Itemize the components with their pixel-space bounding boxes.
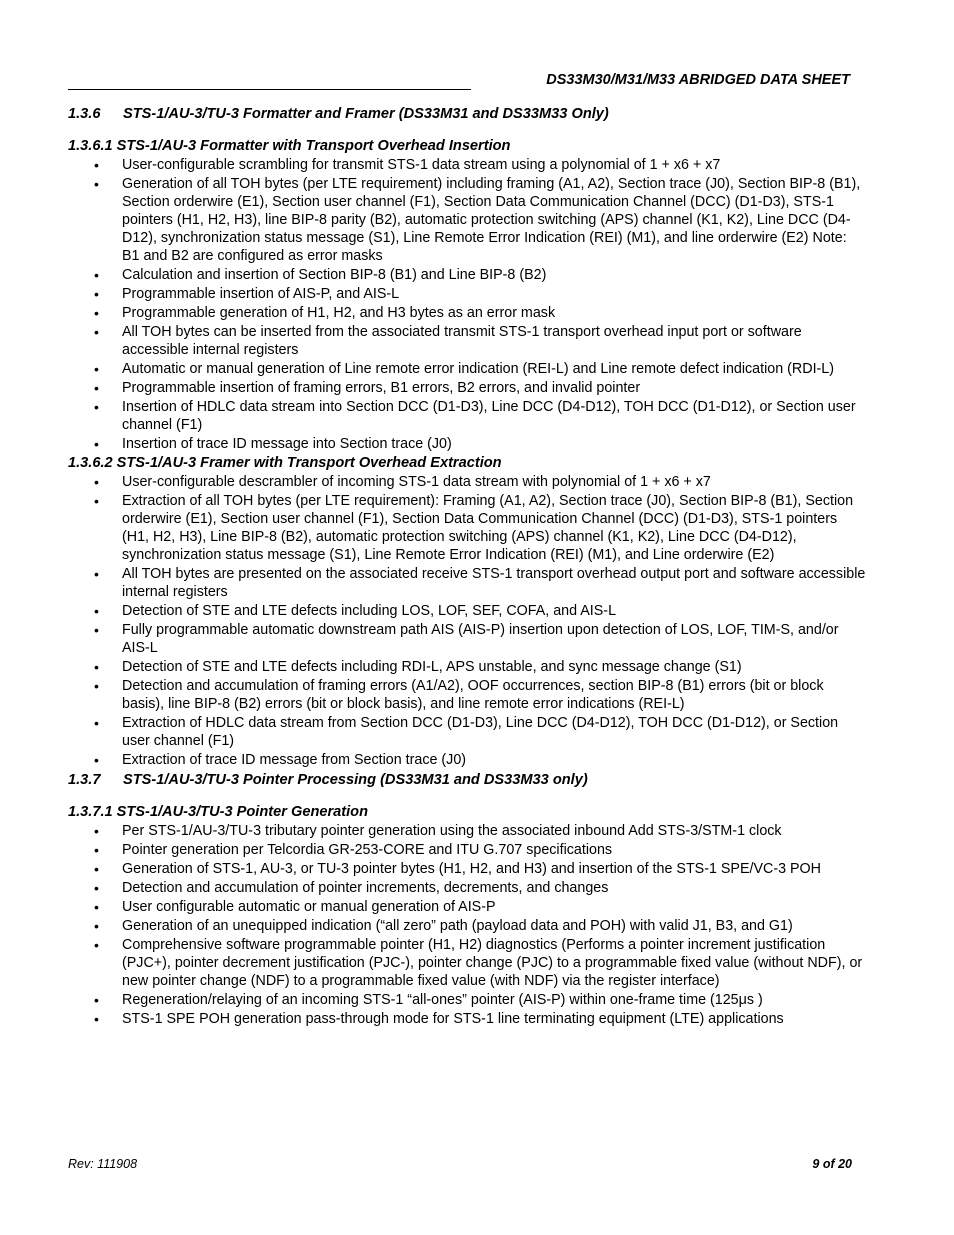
header-rule bbox=[68, 89, 471, 90]
list-item: • Detection of STE and LTE defects including RDI-L, APS unstable, and sync message change (S1) bbox=[68, 658, 868, 676]
section-number: 1.3.6 bbox=[68, 106, 101, 122]
list-item: • All TOH bytes are presented on the associated receive STS-1 transport overhead output port and software accessible internal registers bbox=[68, 565, 868, 601]
section-heading bbox=[68, 104, 868, 124]
section-heading bbox=[68, 770, 868, 790]
list-item: • User configurable automatic or manual generation of AIS-P bbox=[68, 898, 868, 916]
list-item: • User-configurable descrambler of incoming STS-1 data stream with polynomial of 1 + x6 + x7 bbox=[68, 473, 868, 491]
list-item: • Extraction of trace ID message from Section trace (J0) bbox=[68, 751, 868, 769]
list-item: • Calculation and insertion of Section BIP-8 (B1) and Line BIP-8 (B2) bbox=[68, 266, 868, 284]
list-item: • Extraction of all TOH bytes (per LTE requirement): Framing (A1, A2), Section trace (J0), Section BIP-8 (B1), Section orderwire (E1), Section user channel (F1), Section Data Communication Channel (DCC) (D1-D3), STS-1 pointers (H1, H2, H3), Line BIP-8 (B2), automatic protection switching (APS) channel (K1, K2), Line DCC (D4-D12), synchronization status message (S1), Line Remote Error Indication (REI) (M1), and Line orderwire (E2) bbox=[68, 492, 868, 564]
list-item: • All TOH bytes can be inserted from the associated transmit STS-1 transport overhead input port or software accessible internal registers bbox=[68, 323, 868, 359]
list-item: • STS-1 SPE POH generation pass-through mode for STS-1 line terminating equipment (LTE) applications bbox=[68, 1010, 868, 1028]
subsection-number: 1.3.6.2 bbox=[68, 455, 113, 471]
list-item: • Pointer generation per Telcordia GR-253-CORE and ITU G.707 specifications bbox=[68, 841, 868, 859]
subsection-title: STS-1/AU-3/TU-3 Pointer Generation bbox=[116, 804, 369, 820]
list-item: • Detection and accumulation of framing errors (A1/A2), OOF occurrences, section BIP-8 (B1) errors (bit or block basis), line BIP-8 (B2) errors (bit or block basis), and line remote error indications (REI-L) bbox=[68, 677, 868, 713]
document-title: DS33M30/M31/M33 ABRIDGED DATA SHEET bbox=[546, 72, 850, 88]
list-item: • Insertion of trace ID message into Section trace (J0) bbox=[68, 435, 868, 453]
subsection-number: 1.3.7.1 bbox=[68, 804, 113, 820]
bullet-list-formatter bbox=[68, 156, 868, 453]
page-header bbox=[68, 70, 852, 90]
list-item: • Extraction of HDLC data stream from Section DCC (D1-D3), Line DCC (D4-D12), TOH DCC (D1-D12), or Section user channel (F1) bbox=[68, 714, 868, 750]
subsection-number: 1.3.6.1 bbox=[68, 138, 113, 154]
page-number: 9 of 20 bbox=[812, 1157, 852, 1171]
list-item: • Detection and accumulation of pointer increments, decrements, and changes bbox=[68, 879, 868, 897]
section-number: 1.3.7 bbox=[68, 772, 101, 788]
subsection-title: STS-1/AU-3 Formatter with Transport Overhead Insertion bbox=[116, 138, 511, 154]
list-item: • Fully programmable automatic downstream path AIS (AIS-P) insertion upon detection of LOS, LOF, TIM-S, and/or AIS-L bbox=[68, 621, 868, 657]
list-item: • Automatic or manual generation of Line remote error indication (REI-L) and Line remote defect indication (RDI-L) bbox=[68, 360, 868, 378]
list-item: • User-configurable scrambling for transmit STS-1 data stream using a polynomial of 1 + x6 + x7 bbox=[68, 156, 868, 174]
list-item: • Per STS-1/AU-3/TU-3 tributary pointer generation using the associated inbound Add STS-3/STM-1 clock bbox=[68, 822, 868, 840]
bullet-list-framer bbox=[68, 473, 868, 769]
list-item: • Detection of STE and LTE defects including LOS, LOF, SEF, COFA, and AIS-L bbox=[68, 602, 868, 620]
page-content bbox=[68, 104, 868, 1029]
list-item: • Insertion of HDLC data stream into Section DCC (D1-D3), Line DCC (D4-D12), TOH DCC (D1-D12), or Section user channel (F1) bbox=[68, 398, 868, 434]
subsection-heading bbox=[68, 137, 868, 156]
section-title: STS-1/AU-3/TU-3 Formatter and Framer (DS33M31 and DS33M33 Only) bbox=[123, 106, 609, 122]
list-item: • Generation of all TOH bytes (per LTE requirement) including framing (A1, A2), Section trace (J0), Section BIP-8 (B1), Section orderwire (E1), Section user channel (F1), Section Data Communication Channel (DCC) (D1-D3), STS-1 pointers (H1, H2, H3), line BIP-8 parity (B2), automatic protection switching (APS) channel (K1, K2), Line DCC (D4-D12), synchronization status message (S1), Line Remote Error Indication (REI) (M1), and line orderwire (E2) Note: B1 and B2 are configured as error masks bbox=[68, 175, 868, 265]
list-item: • Programmable insertion of framing errors, B1 errors, B2 errors, and invalid pointer bbox=[68, 379, 868, 397]
list-item: • Regeneration/relaying of an incoming STS-1 “all-ones” pointer (AIS-P) within one-frame time (125μs ) bbox=[68, 991, 868, 1009]
subsection-heading bbox=[68, 454, 868, 473]
section-title: STS-1/AU-3/TU-3 Pointer Processing (DS33M31 and DS33M33 only) bbox=[123, 772, 588, 788]
list-item: • Programmable insertion of AIS-P, and AIS-L bbox=[68, 285, 868, 303]
list-item: • Generation of an unequipped indication (“all zero” path (payload data and POH) with valid J1, B3, and G1) bbox=[68, 917, 868, 935]
list-item: • Comprehensive software programmable pointer (H1, H2) diagnostics (Performs a pointer increment justification (PJC+), pointer decrement justification (PJC-), pointer change (PJC) to a programmable fixed value (without NDF), or new pointer change (NDF) to a programmable fixed value (with NDF) via the register interface) bbox=[68, 936, 868, 990]
subsection-title: STS-1/AU-3 Framer with Transport Overhead Extraction bbox=[116, 455, 502, 471]
list-item: • Programmable generation of H1, H2, and H3 bytes as an error mask bbox=[68, 304, 868, 322]
list-item: • Generation of STS-1, AU-3, or TU-3 pointer bytes (H1, H2, and H3) and insertion of the STS-1 SPE/VC-3 POH bbox=[68, 860, 868, 878]
revision-label: Rev: 111908 bbox=[68, 1157, 138, 1171]
bullet-list-pointer-generation bbox=[68, 822, 868, 1028]
subsection-heading bbox=[68, 803, 868, 822]
